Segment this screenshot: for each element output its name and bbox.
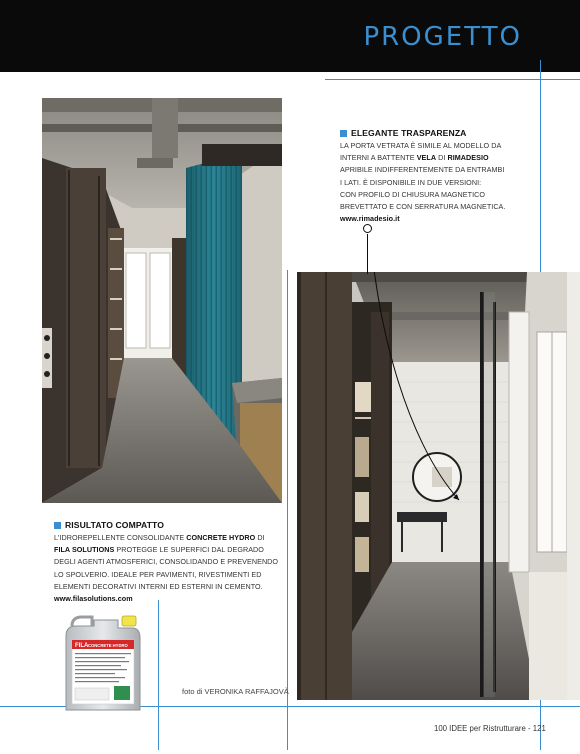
- body-line: DI: [255, 533, 265, 542]
- header-bar: [0, 0, 580, 72]
- product-name: CONCRETE HYDRO: [186, 533, 256, 542]
- section-title-elegante: ELEGANTE TRASPARENZA: [340, 128, 466, 138]
- brand-name: FILA SOLUTIONS: [54, 545, 115, 555]
- brand-name: RIMADESIO: [447, 153, 489, 163]
- section-body-risultato: [54, 532, 289, 605]
- section-title-risultato: RISULTATO COMPATTO: [54, 520, 164, 530]
- section-body-elegante: [340, 140, 540, 225]
- brand-url-link[interactable]: www.rimadesio.it: [340, 214, 400, 224]
- body-line: LO SPOLVERIO. IDEALE PER PAVIMENTI, RIVESTIMENTI ED: [54, 569, 262, 579]
- guide-line-vertical-center: [287, 270, 288, 750]
- body-line: APRIBILE INDIFFERENTEMENTE DA ENTRAMBI: [340, 165, 505, 175]
- guide-line-horizontal-right: [325, 79, 580, 80]
- body-line: PROTEGGE LE SUPERFICI DAL DEGRADO: [114, 545, 264, 555]
- body-line: CON PROFILO DI CHIUSURA MAGNETICO: [340, 189, 486, 199]
- page-folio: 100 IDEE per Ristrutturare - 121: [434, 724, 546, 733]
- body-line: ELEMENTI DECORATIVI INTERNI ED ESTERNI IN CEMENTO.: [54, 581, 263, 591]
- body-line: L'IDROREPELLENTE CONSOLIDANTE: [54, 533, 187, 542]
- photo-credit: foto di VERONIKA RAFFAJOVÀ: [182, 687, 289, 696]
- corridor-photo: [42, 98, 282, 503]
- body-line: I LATI. È DISPONIBILE IN DUE VERSIONI:: [340, 177, 482, 187]
- product-label-name: CONCRETE HYDRO: [88, 643, 128, 648]
- guide-line-vertical-left: [158, 600, 159, 750]
- product-jerrycan-image: [58, 614, 148, 714]
- blue-square-icon: [340, 130, 347, 137]
- body-line: DEGLI AGENTI ATMOSFERICI, CONSOLIDANDO E PREVENENDO: [54, 557, 279, 567]
- model-name: VELA: [416, 153, 437, 163]
- section-title: PROGETTO: [363, 22, 522, 52]
- product-logo: FILA: [75, 643, 89, 649]
- callout-line: [367, 234, 368, 274]
- glass-door-photo-illustration: [297, 272, 580, 700]
- blue-square-icon: [54, 522, 61, 529]
- brand-url-link[interactable]: www.filasolutions.com: [54, 594, 133, 604]
- glass-door-photo: [297, 272, 580, 700]
- corridor-photo-illustration: [42, 98, 282, 503]
- product-jerrycan-illustration: [58, 614, 148, 714]
- body-line: LA PORTA VETRATA È SIMILE AL MODELLO DA: [340, 141, 502, 150]
- body-line: INTERNI A BATTENTE: [340, 153, 417, 163]
- body-line: BREVETTATO E CON SERRATURA MAGNETICA.: [340, 202, 506, 212]
- body-line: DI: [436, 153, 448, 163]
